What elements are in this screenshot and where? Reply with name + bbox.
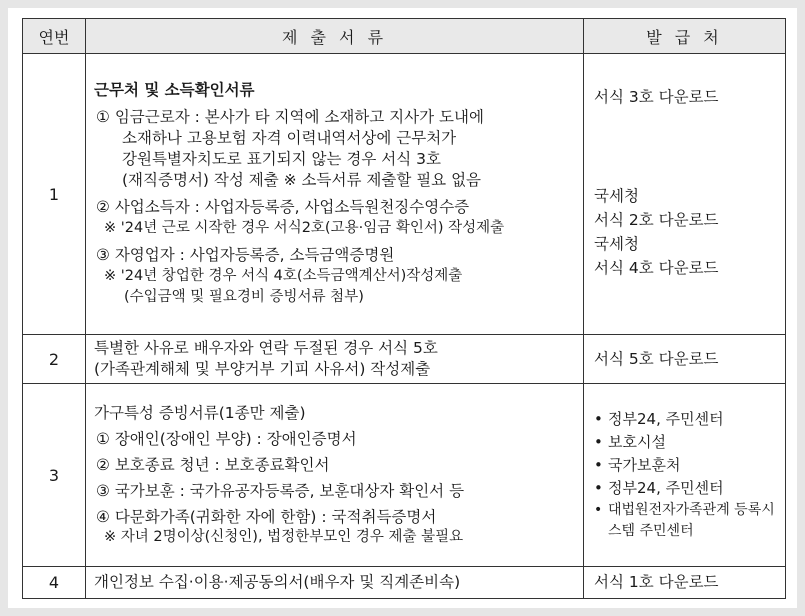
documents-cell [86, 54, 584, 335]
list-item [594, 408, 777, 431]
item-text: 특별한 사유로 배우자와 연락 두절된 경우 서식 5호 [94, 339, 438, 357]
form-2-download-link[interactable]: 서식 2호 다운로드 [594, 211, 719, 229]
issuer-text: 보호시설 [608, 433, 666, 451]
item-text: ③ 국가보훈 : 국가유공자등록증, 보훈대상자 확인서 등 [96, 482, 465, 500]
bullet-icon: • [594, 502, 603, 518]
header-documents: 제 출 서 류 [86, 19, 584, 54]
row-number: 3 [23, 384, 86, 567]
note-text: ※ '24년 창업한 경우 서식 4호(소득금액계산서)작성제출 [104, 268, 463, 284]
list-item [594, 431, 777, 454]
issuer-text: 국세청 [594, 235, 639, 253]
header-number: 연번 [23, 19, 86, 54]
issuer-cell [584, 335, 786, 384]
item-text: ② 사업소득자 : 사업자등록증, 사업소득원천징수영수증 [96, 198, 470, 216]
section-title: 근무처 및 소득확인서류 [94, 81, 255, 99]
item-text: ② 보호종료 청년 : 보호종료확인서 [96, 456, 330, 474]
section-title: 가구특성 증빙서류(1종만 제출) [94, 404, 306, 422]
row-number: 4 [23, 567, 86, 599]
note-text: ※ '24년 근로 시작한 경우 서식2호(고용·임금 확인서) 작성제출 [104, 220, 505, 236]
documents-cell [86, 567, 584, 599]
documents-cell [86, 335, 584, 384]
bullet-icon: • [594, 456, 603, 474]
list-item [594, 454, 777, 477]
form-4-download-link[interactable]: 서식 4호 다운로드 [594, 259, 719, 277]
table-row [23, 384, 786, 567]
item-text: ④ 다문화가족(귀화한 자에 한함) : 국적취득증명서 [96, 508, 437, 526]
issuer-text: 국세청 [594, 187, 639, 205]
table-row [23, 567, 786, 599]
bullet-icon: • [594, 479, 603, 497]
issuer-cell [584, 567, 786, 599]
list-item [594, 477, 777, 500]
list-item [594, 500, 777, 542]
note-text: ※ 자녀 2명이상(신청인), 법정한부모인 경우 제출 불필요 [104, 529, 464, 545]
item-text: (가족관계해체 및 부양거부 기피 사유서) 작성제출 [94, 360, 431, 378]
form-5-download-link[interactable]: 서식 5호 다운로드 [594, 349, 719, 368]
form-3-download-link[interactable]: 서식 3호 다운로드 [594, 88, 719, 106]
issuer-text: 정부24, 주민센터 [608, 479, 724, 497]
documents-cell [86, 384, 584, 567]
issuer-text: 국가보훈처 [608, 456, 681, 474]
issuer-text: 대법원전자가족관계 등록시스템 주민센터 [608, 502, 775, 539]
item-text: 강원특별자치도로 표기되지 않는 경우 서식 3호 [122, 150, 441, 168]
item-text: ① 장애인(장애인 부양) : 장애인증명서 [96, 430, 357, 448]
item-text: ① 임금근로자 : 본사가 타 지역에 소재하고 지사가 도내에 [96, 108, 484, 126]
issuer-cell [584, 54, 786, 335]
issuer-text: 정부24, 주민센터 [608, 410, 724, 428]
item-text: 소재하나 고용보험 자격 이력내역서상에 근무처가 [122, 129, 457, 147]
bullet-icon: • [594, 410, 603, 428]
item-text: (재직증명서) 작성 제출 ※ 소득서류 제출할 필요 없음 [122, 171, 482, 189]
item-text: 개인정보 수집·이용·제공동의서(배우자 및 직계존비속) [94, 573, 461, 591]
item-text: ③ 자영업자 : 사업자등록증, 소득금액증명원 [96, 246, 395, 264]
header-issuer: 발 급 처 [584, 19, 786, 54]
table-row [23, 335, 786, 384]
required-documents-table [22, 18, 786, 599]
table-row [23, 54, 786, 335]
issuer-cell [584, 384, 786, 567]
form-1-download-link[interactable]: 서식 1호 다운로드 [594, 573, 719, 591]
document-page [8, 8, 797, 608]
note-text: (수입금액 및 필요경비 증빙서류 첨부) [124, 289, 364, 305]
row-number: 1 [23, 54, 86, 335]
header-row [23, 19, 786, 54]
bullet-icon: • [594, 433, 603, 451]
row-number: 2 [23, 335, 86, 384]
